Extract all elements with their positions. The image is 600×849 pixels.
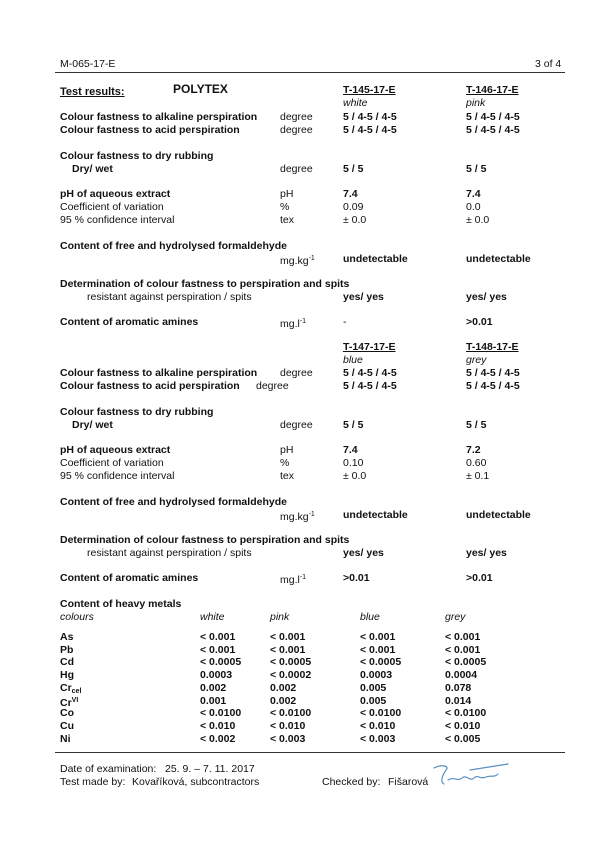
acid-unit: degree [280,124,313,136]
cov-value-4: 0.60 [466,457,487,469]
ph-unit: pH [280,188,294,200]
amines-value-2: >0.01 [466,316,493,328]
metal-value: < 0.010 [200,720,236,732]
alkaline-value-4: 5 / 4-5 / 4-5 [466,367,520,379]
metal-value: < 0.003 [270,733,306,745]
metals-col-blue: blue [360,611,380,623]
ci-unit: tex [280,214,295,226]
rubbing-value-3: 5 / 5 [343,419,364,431]
ph-label: pH of aqueous extract [60,188,171,200]
ci-label: 95 % confidence interval [60,214,175,226]
alkaline-label-2: Colour fastness to alkaline perspiration [60,367,258,379]
signature-image [430,760,510,790]
alkaline-unit-2: degree [280,367,313,379]
metal-element: Cu [60,720,74,732]
metal-value: < 0.0100 [360,707,402,719]
metal-value: 0.014 [445,695,472,707]
rubbing-unit-2: degree [280,419,313,431]
acid-value-4: 5 / 4-5 / 4-5 [466,380,520,392]
amines-label-2: Content of aromatic amines [60,572,199,584]
spits-sublabel-2: resistant against perspiration / spits [87,547,252,559]
alkaline-value-3: 5 / 4-5 / 4-5 [343,367,397,379]
colours-label: colours [60,611,94,623]
exam-date-label: Date of examination: [60,763,157,775]
formaldehyde-label: Content of free and hydrolysed formaldehyde [60,240,287,252]
metal-value: < 0.0005 [360,656,402,668]
rubbing-label: Colour fastness to dry rubbing [60,150,214,162]
metal-value: < 0.001 [360,631,396,643]
metal-element: $Cr_{cel}$ [60,682,82,695]
acid-label: Colour fastness to acid perspiration [60,124,240,136]
spits-label: Determination of colour fastness to perspiration and spits [60,278,350,290]
metal-value: < 0.001 [270,644,306,656]
metal-value: < 0.003 [360,733,396,745]
company-name: POLYTEX [173,82,228,96]
spits-sublabel: resistant against perspiration / spits [87,291,252,303]
acid-label-2: Colour fastness to acid perspiration [60,380,240,392]
alkaline-value-1: 5 / 4-5 / 4-5 [343,111,397,123]
metal-value: < 0.001 [445,631,481,643]
metal-value: < 0.001 [360,644,396,656]
ph-label-2: pH of aqueous extract [60,444,171,456]
metal-value: < 0.0005 [270,656,312,668]
sample-id-3: T-147-17-E [343,341,396,353]
amines-value-4: >0.01 [466,572,493,584]
metal-element: $Cr^{VI}$ [60,697,79,709]
cov-label: Coefficient of variation [60,201,164,213]
formaldehyde-unit: $mg.kg^{-1}$ [280,255,315,267]
spits-value-3: yes/ yes [343,547,384,559]
metal-value: < 0.0005 [200,656,242,668]
metal-value: < 0.0002 [270,669,312,681]
ph-value-1: 7.4 [343,188,358,200]
metal-element: Ni [60,733,71,745]
metal-value: 0.002 [200,682,227,694]
metal-value: < 0.0100 [270,707,312,719]
cov-label-2: Coefficient of variation [60,457,164,469]
formaldehyde-value-3: undetectable [343,509,408,521]
metal-element: Cd [60,656,74,668]
rubbing-value-1: 5 / 5 [343,163,364,175]
made-by-value: Kovaříková, subcontractors [132,776,260,788]
metal-value: < 0.0100 [200,707,242,719]
spits-label-2: Determination of colour fastness to perspiration and spits [60,534,350,546]
cov-unit-2: % [280,457,290,469]
metal-value: 0.005 [360,682,387,694]
metal-value: 0.005 [360,695,387,707]
metal-element: Hg [60,669,74,681]
metal-value: 0.0003 [200,669,233,681]
page-number: 3 of 4 [535,58,562,70]
checked-by-value: Fišarová [388,776,429,788]
alkaline-value-2: 5 / 4-5 / 4-5 [466,111,520,123]
rubbing-label-2: Colour fastness to dry rubbing [60,406,214,418]
sample-color-4: grey [466,354,487,366]
metals-col-pink: pink [270,611,290,623]
ci-value-1: ± 0.0 [343,214,367,226]
acid-value-1: 5 / 4-5 / 4-5 [343,124,397,136]
checked-by-label: Checked by: [322,776,381,788]
metal-value: < 0.0005 [445,656,487,668]
ci-value-3: ± 0.0 [343,470,367,482]
metal-value: < 0.0100 [445,707,487,719]
amines-value-1: - [343,316,347,328]
drywet-label: Dry/ wet [72,163,113,175]
made-by-label: Test made by: [60,776,126,788]
metal-value: 0.002 [270,695,297,707]
rubbing-value-4: 5 / 5 [466,419,487,431]
amines-unit: $mg.l^{-1}$ [280,318,307,330]
ph-value-4: 7.2 [466,444,481,456]
document-id: M-065-17-E [60,58,116,70]
sample-color-2: pink [466,97,486,109]
formaldehyde-unit-2: $mg.kg^{-1}$ [280,511,315,523]
sample-id-2: T-146-17-E [466,84,519,96]
metal-value: 0.0004 [445,669,478,681]
metal-value: < 0.001 [270,631,306,643]
metal-value: < 0.001 [200,631,236,643]
sample-color-3: blue [343,354,363,366]
metal-value: < 0.010 [270,720,306,732]
header-rule [55,72,565,73]
metal-element: Co [60,707,74,719]
sample-color-1: white [343,97,368,109]
rubbing-unit: degree [280,163,313,175]
amines-value-3: >0.01 [343,572,370,584]
metal-value: < 0.002 [200,733,236,745]
ci-unit-2: tex [280,470,295,482]
cov-value-1: 0.09 [343,201,364,213]
formaldehyde-value-1: undetectable [343,253,408,265]
ci-value-4: ± 0.1 [466,470,490,482]
acid-unit-2: degree [256,380,289,392]
exam-date-value: 25. 9. – 7. 11. 2017 [165,763,255,775]
metal-value: 0.002 [270,682,297,694]
metal-value: < 0.001 [200,644,236,656]
ci-label-2: 95 % confidence interval [60,470,175,482]
metal-value: < 0.001 [445,644,481,656]
footer-rule [55,752,565,753]
sample-id-1: T-145-17-E [343,84,396,96]
ph-value-2: 7.4 [466,188,481,200]
heavy-metals-title: Content of heavy metals [60,598,182,610]
formaldehyde-label-2: Content of free and hydrolysed formaldehyde [60,496,287,508]
formaldehyde-value-4: undetectable [466,509,531,521]
ph-value-3: 7.4 [343,444,358,456]
metal-value: < 0.010 [445,720,481,732]
spits-value-1: yes/ yes [343,291,384,303]
amines-unit-2: $mg.l^{-1}$ [280,574,307,586]
metal-value: 0.001 [200,695,227,707]
alkaline-label: Colour fastness to alkaline perspiration [60,111,258,123]
acid-value-2: 5 / 4-5 / 4-5 [466,124,520,136]
metals-col-white: white [200,611,225,623]
metal-value: < 0.005 [445,733,481,745]
rubbing-value-2: 5 / 5 [466,163,487,175]
spits-value-4: yes/ yes [466,547,507,559]
cov-value-2: 0.0 [466,201,481,213]
alkaline-unit: degree [280,111,313,123]
sample-id-4: T-148-17-E [466,341,519,353]
metal-value: 0.078 [445,682,472,694]
metal-element: Pb [60,644,74,656]
metal-value: 0.0003 [360,669,393,681]
metal-value: < 0.010 [360,720,396,732]
metal-element: As [60,631,74,643]
metals-col-grey: grey [445,611,466,623]
formaldehyde-value-2: undetectable [466,253,531,265]
acid-value-3: 5 / 4-5 / 4-5 [343,380,397,392]
drywet-label-2: Dry/ wet [72,419,113,431]
spits-value-2: yes/ yes [466,291,507,303]
ph-unit-2: pH [280,444,294,456]
cov-unit: % [280,201,290,213]
cov-value-3: 0.10 [343,457,364,469]
ci-value-2: ± 0.0 [466,214,490,226]
test-results-label: Test results: [60,86,125,98]
amines-label: Content of aromatic amines [60,316,199,328]
